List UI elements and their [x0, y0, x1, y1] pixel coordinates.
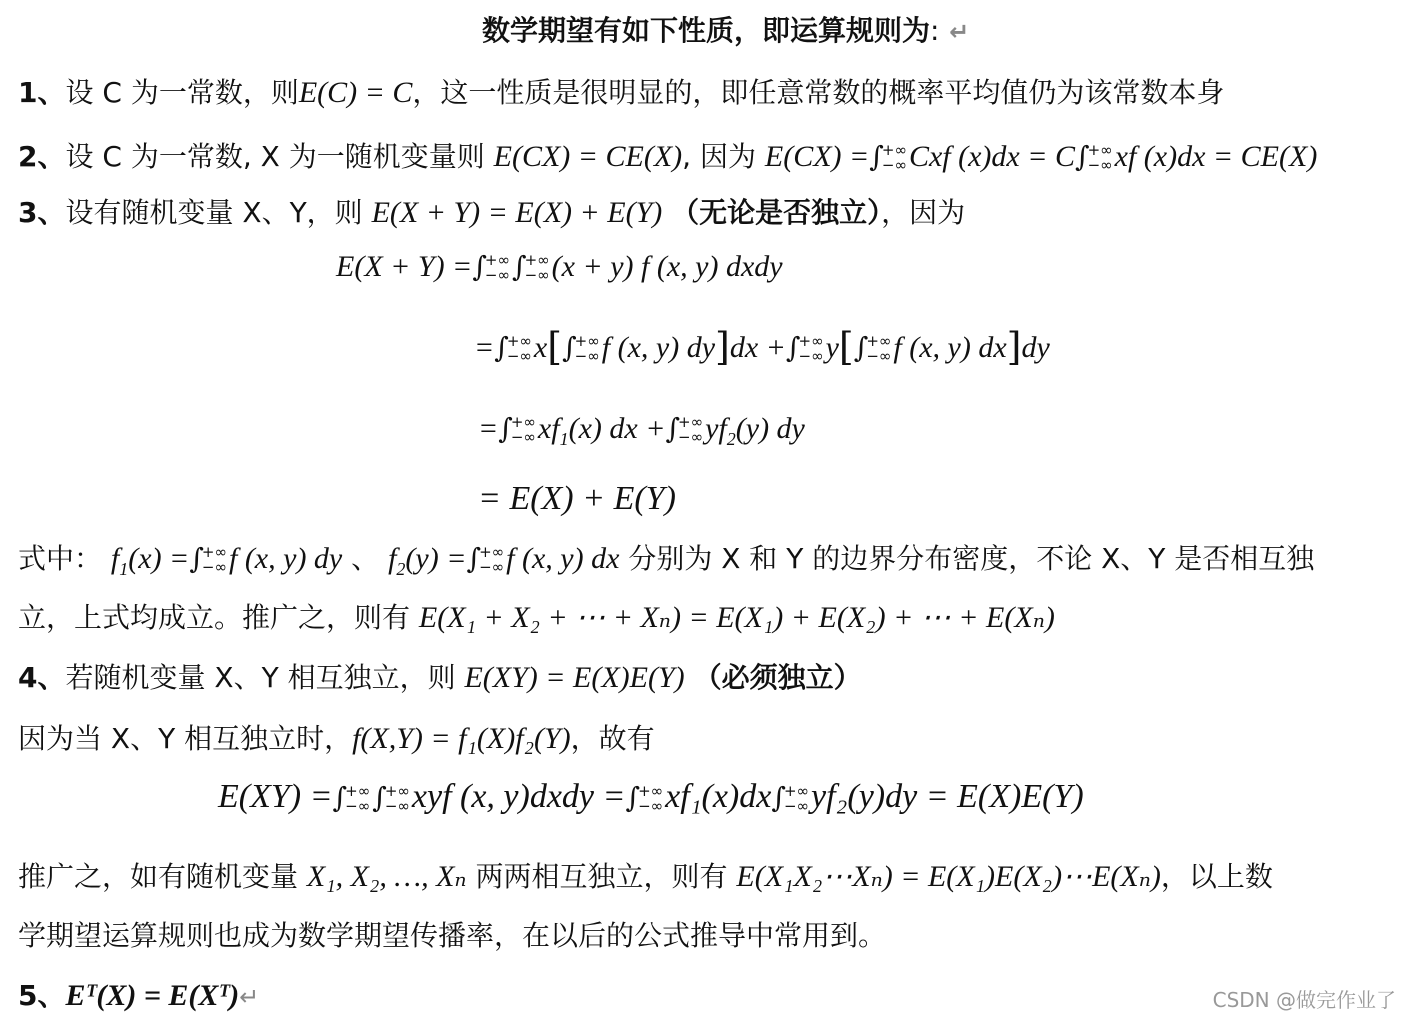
page-title: 数学期望有如下性质，即运算规则为: ↵	[482, 14, 970, 47]
property-1: 1、设 C 为一常数，则E(C) = C，这一性质是很明显的，即任意常数的概率平均值仍为该常数本身	[18, 76, 1225, 109]
paragraph-mark-icon: ↵	[949, 18, 970, 46]
watermark: CSDN @做完作业了	[1212, 988, 1396, 1012]
property-5: 5、Eᵀ(X) = E(Xᵀ)↵	[18, 979, 260, 1012]
generalization-sum: 立，上式均成立。推广之，则有 E(X₁ + X₂ + ⋯ + Xₙ) = E(X₁) + E(X₂) + ⋯ + E(Xₙ)	[18, 601, 1055, 634]
derivation-line-1: E(X + Y) =∫ +∞ −∞ ∫ +∞ −∞ (x + y) f (x, y) dxdy	[336, 250, 783, 284]
independence-condition: 因为当 X、Y 相互独立时，f(X,Y) = f₁(X)f₂(Y)，故有	[18, 722, 655, 755]
paragraph-mark-icon: ↵	[239, 983, 260, 1011]
formula-3: E(X + Y) = E(X) + E(Y)	[371, 196, 663, 229]
formula-4: E(XY) = E(X)E(Y)	[464, 661, 685, 694]
derivation-line-4: = E(X) + E(Y)	[478, 480, 676, 517]
formula-5: Eᵀ(X) = E(Xᵀ)	[65, 979, 240, 1012]
formula-2: E(CX) = CE(X)	[493, 140, 683, 173]
product-derivation: E(XY) =∫ +∞ −∞ ∫ +∞ −∞ xyf (x, y)dxdy =∫ +∞ −∞ xf₁(x)dx∫ +∞ −∞ yf₂(y)dy = E(X)E(Y)	[218, 778, 1084, 815]
generalization-product: 推广之，如有随机变量 X₁, X₂, …, Xₙ 两两相互独立，则有 E(X₁X₂⋯Xₙ) = E(X₁)E(X₂)⋯E(Xₙ)，以上数	[18, 860, 1273, 893]
generalization-note: 学期望运算规则也成为数学期望传播率，在以后的公式推导中常用到。	[18, 919, 887, 952]
marginal-density-note: 式中： $f_1(x)$ =∫ +∞ −∞ f (x, y) dy 、 $f_2(y)$ =∫ +∞ −∞ f (x, y) dx 分别为 X 和 Y 的边界分布密度，不论 X、Y 是否相互独	[18, 542, 1315, 579]
property-3: 3、设有随机变量 X、Y，则 E(X + Y) = E(X) + E(Y) （无论是否独立），因为	[18, 196, 966, 229]
derivation-line-2: =∫ +∞ −∞ x[∫ +∞ −∞ f (x, y) dy]dx +∫ +∞ −∞ y[∫ +∞ −∞ f (x, y) dx]dy	[474, 325, 1050, 369]
property-4: 4、若随机变量 X、Y 相互独立，则 E(XY) = E(X)E(Y) （必须独立）	[18, 661, 862, 694]
property-2: 2、设 C 为一常数, X 为一随机变量则 E(CX) = CE(X), 因为 E(CX) =∫ +∞ −∞ Cxf (x)dx = C∫ +∞ −∞ xf (x)dx = CE(X)	[18, 140, 1318, 174]
derivation-line-3: =∫ +∞ −∞ $xf_1(x)$ dx +∫ +∞ −∞ $yf_2(y)$ dy	[478, 412, 805, 449]
formula-1: E(C) = C	[298, 76, 413, 109]
